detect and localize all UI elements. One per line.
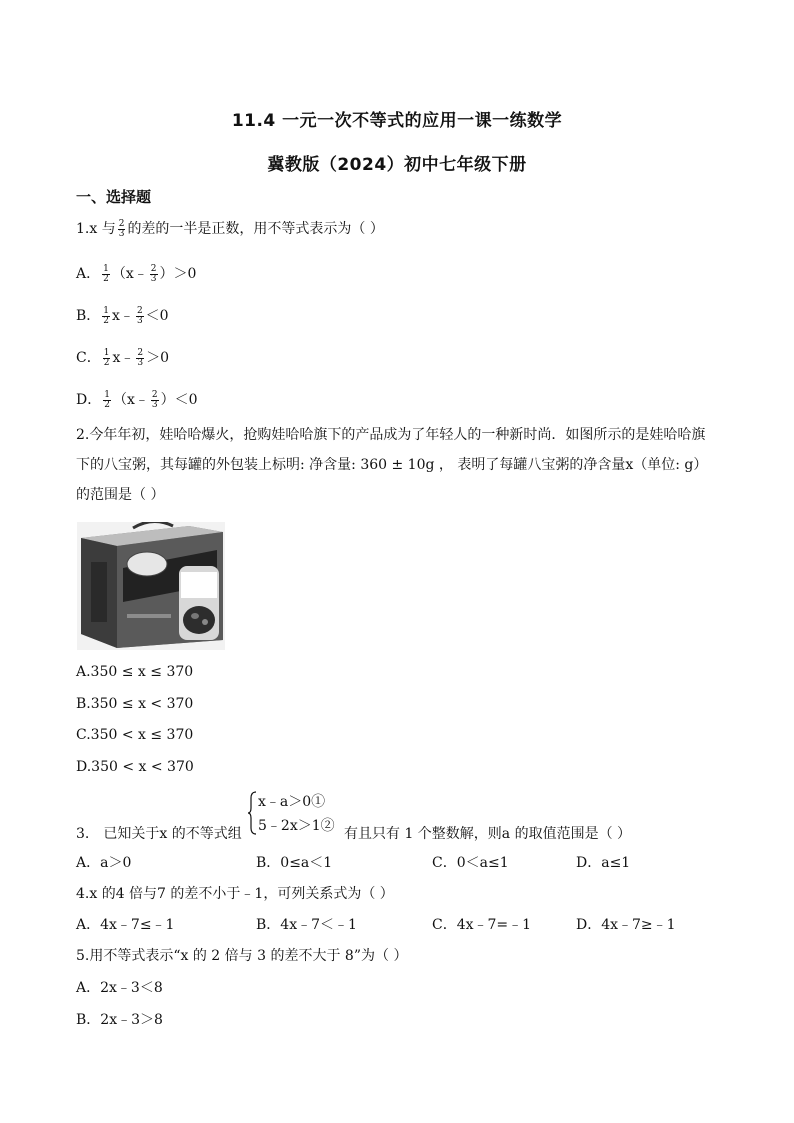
option-label: C． — [76, 350, 101, 366]
q2-stem: 2.今年年初，娃哈哈爆火，抢购娃哈哈旗下的产品成为了年轻人的一种新时尚．如图所示的是娃哈哈旗下的八宝粥，其每罐的外包装上标明: 净含量: 360 ± 10g ， 表明了每罐八宝粥的净含量x（单位: g）的范围是（ ） — [76, 427, 708, 503]
frac-num: 1 — [103, 347, 110, 358]
q1-option-d[interactable] — [76, 389, 198, 410]
q2-option-c[interactable]: C.350 < x ≤ 370 — [76, 727, 194, 743]
fraction — [102, 307, 110, 326]
q1-option-a[interactable] — [76, 263, 196, 284]
q1-frac-den: 3 — [118, 228, 125, 239]
frac-num: 1 — [103, 305, 110, 316]
frac-num: 2 — [150, 263, 157, 274]
q5-stem: 5.用不等式表示“x 的 2 倍与 3 的差不大于 8”为（ ） — [76, 948, 408, 964]
fraction — [103, 349, 111, 368]
system-equation-1: x﹣a＞0① — [258, 794, 326, 810]
option-text: ）＜0 — [160, 392, 198, 408]
option-label: A． — [76, 266, 101, 282]
q1-option-b[interactable] — [76, 305, 169, 326]
fraction — [150, 265, 158, 284]
frac-den: 2 — [103, 357, 110, 368]
option-text: （x﹣ — [111, 266, 148, 282]
q1-stem-b: 的差的一半是正数，用不等式表示为（ ） — [127, 221, 384, 237]
option-text: x﹣ — [112, 350, 135, 366]
q1-stem-a: 1.x 与 — [76, 221, 116, 237]
system-equation-2: 5﹣2x＞1② — [258, 818, 335, 834]
q2-option-b[interactable]: B.350 ≤ x < 370 — [76, 696, 194, 712]
frac-num: 1 — [104, 389, 110, 400]
document-title: 11.4 一元一次不等式的应用一课一练数学 — [231, 111, 563, 131]
q1-stem — [76, 218, 384, 239]
q1-option-c[interactable] — [76, 347, 169, 368]
q1-fraction — [118, 220, 126, 239]
q2-option-a[interactable]: A.350 ≤ x ≤ 370 — [76, 664, 194, 680]
inequality-system — [248, 790, 348, 836]
q3-option-b[interactable]: B．0≤a＜1 — [256, 855, 333, 871]
q4-option-c[interactable]: C．4x﹣7=﹣1 — [432, 917, 532, 933]
frac-den: 2 — [103, 273, 109, 284]
option-label: D． — [76, 392, 102, 408]
frac-num: 2 — [151, 389, 158, 400]
frac-den: 3 — [136, 315, 143, 326]
option-text: ＜0 — [145, 308, 169, 324]
fraction — [151, 391, 159, 410]
q4-option-b[interactable]: B．4x﹣7＜﹣1 — [256, 917, 357, 933]
frac-num: 2 — [136, 305, 143, 316]
frac-den: 3 — [151, 399, 158, 410]
brace-icon — [248, 790, 258, 836]
q1-frac-num: 2 — [118, 218, 125, 229]
fraction — [136, 307, 144, 326]
q2-option-d[interactable]: D.350 < x < 370 — [76, 759, 194, 775]
section-title: 一、选择题 — [76, 188, 152, 206]
option-text: （x﹣ — [112, 392, 149, 408]
frac-den: 2 — [103, 315, 110, 326]
frac-num: 2 — [137, 347, 144, 358]
option-text: ）＞0 — [159, 266, 197, 282]
fraction — [136, 349, 144, 368]
frac-den: 3 — [150, 273, 157, 284]
q3-option-c[interactable]: C．0＜a≤1 — [432, 855, 509, 871]
product-photo — [77, 522, 225, 650]
q5-option-b[interactable]: B．2x﹣3＞8 — [76, 1012, 163, 1028]
q4-stem: 4.x 的4 倍与7 的差不小于﹣1，可列关系式为（ ） — [76, 886, 394, 902]
q3-option-d[interactable]: D．a≤1 — [576, 855, 631, 871]
fraction — [102, 265, 110, 284]
q3-stem-b: 有且只有 1 个整数解，则a 的取值范围是（ ） — [344, 826, 632, 842]
q5-option-a[interactable]: A．2x﹣3＜8 — [76, 980, 163, 996]
q3-option-a[interactable]: A．a＞0 — [76, 855, 132, 871]
frac-num: 1 — [103, 263, 109, 274]
document-subtitle: 冀教版（2024）初中七年级下册 — [267, 155, 527, 175]
option-text: ＞0 — [146, 350, 170, 366]
frac-den: 3 — [137, 357, 144, 368]
q3-stem-a: 3. 已知关于x 的不等式组 — [76, 826, 242, 842]
option-label: B． — [76, 308, 101, 324]
fraction — [103, 391, 111, 410]
q4-option-d[interactable]: D．4x﹣7≥﹣1 — [576, 917, 676, 933]
frac-den: 2 — [104, 399, 110, 410]
option-text: x﹣ — [112, 308, 134, 324]
q4-option-a[interactable]: A．4x﹣7≤﹣1 — [76, 917, 175, 933]
